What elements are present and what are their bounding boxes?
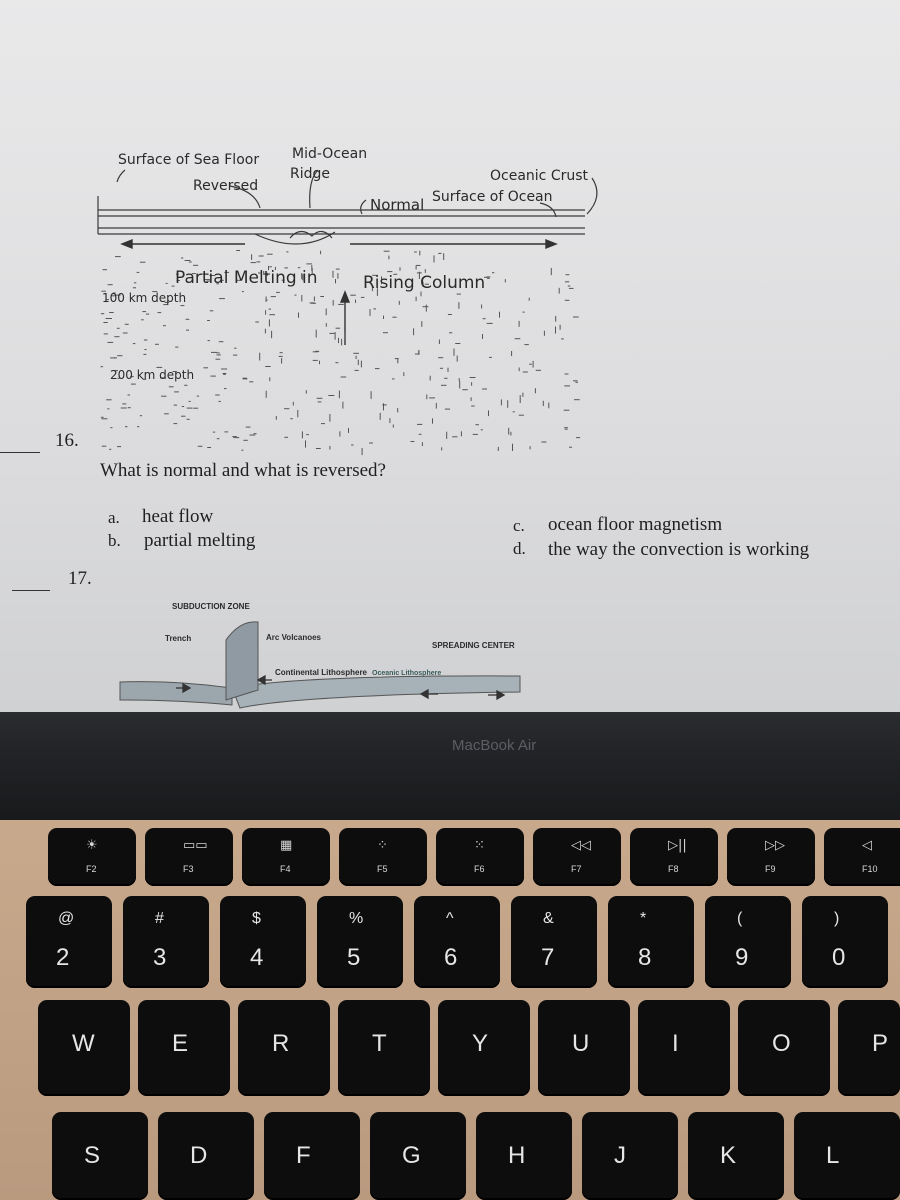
question-17-number: 17. [68,568,92,589]
key-f9[interactable] [727,828,815,886]
key-shift-symbol: ) [834,910,840,927]
key-h[interactable] [476,1112,572,1200]
key-letter: J [614,1142,626,1169]
key-k[interactable] [688,1112,784,1200]
key-letter: E [172,1030,189,1057]
key-digit: 0 [832,944,846,971]
key-6[interactable] [414,896,500,988]
label-surface-sea-floor: Surface of Sea Floor [118,152,260,168]
label-subduction-zone: SUBDUCTION ZONE [172,602,250,611]
option-c-text: ocean floor magnetism [548,514,723,535]
key-o[interactable] [738,1000,830,1096]
key-f6[interactable] [436,828,524,886]
key-letter: O [772,1030,791,1057]
label-surface-of-ocean: Surface of Ocean [432,189,553,205]
option-a-text: heat flow [142,506,214,527]
fn-label: F6 [474,864,485,874]
fn-label: F10 [862,864,878,874]
label-continental-lithosphere: Continental Lithosphere [275,668,367,677]
key-letter: T [372,1030,387,1057]
fn-icon: ▭▭ [183,838,208,853]
option-d-letter: d. [513,539,526,558]
option-b-letter: b. [108,531,121,550]
key-f10[interactable] [824,828,900,886]
key-letter: K [720,1142,737,1169]
key-letter: D [190,1142,208,1169]
key-digit: 9 [735,944,749,971]
fn-label: F8 [668,864,679,874]
key-shift-symbol: $ [252,910,261,927]
key-shift-symbol: * [640,910,647,927]
fn-label: F4 [280,864,291,874]
option-b-text: partial melting [144,530,256,551]
key-5[interactable] [317,896,403,988]
option-d-text: the way the convection is working [548,539,810,560]
key-p[interactable] [838,1000,900,1096]
key-e[interactable] [138,1000,230,1096]
key-0[interactable] [802,896,888,988]
key-letter: U [572,1030,590,1057]
label-partial-melting: Partial Melting in [175,268,318,288]
key-shift-symbol: & [543,910,554,927]
label-mid-ocean: Mid-Ocean [292,146,368,162]
key-digit: 2 [56,944,70,971]
key-letter: L [826,1142,840,1169]
question-16-prompt: What is normal and what is reversed? [100,460,386,481]
key-letter: F [296,1142,311,1169]
option-c-letter: c. [513,516,525,535]
key-f4[interactable] [242,828,330,886]
key-f3[interactable] [145,828,233,886]
key-d[interactable] [158,1112,254,1200]
key-f2[interactable] [48,828,136,886]
key-shift-symbol: ^ [446,910,454,927]
key-s[interactable] [52,1112,148,1200]
label-spreading-center: SPREADING CENTER [432,641,515,650]
label-100km-depth: 100 km depth [102,291,187,305]
key-shift-symbol: # [155,910,164,927]
key-digit: 7 [541,944,555,971]
key-f7[interactable] [533,828,621,886]
key-j[interactable] [582,1112,678,1200]
label-normal: Normal [370,196,425,214]
key-letter: H [508,1142,526,1169]
key-shift-symbol: @ [58,910,75,927]
fn-label: F7 [571,864,582,874]
fn-icon: ⁘ [377,838,388,853]
key-y[interactable] [438,1000,530,1096]
fn-icon: ⁙ [474,838,485,853]
key-digit: 4 [250,944,264,971]
key-l[interactable] [794,1112,900,1200]
label-oceanic-lithosphere: Oceanic Lithosphere [372,670,442,677]
key-8[interactable] [608,896,694,988]
key-digit: 3 [153,944,167,971]
fn-label: F3 [183,864,194,874]
key-letter: G [402,1142,421,1169]
label-arc-volcanoes: Arc Volcanoes [266,633,321,642]
key-f5[interactable] [339,828,427,886]
key-3[interactable] [123,896,209,988]
key-digit: 5 [347,944,361,971]
key-letter: W [72,1030,95,1057]
label-oceanic-crust: Oceanic Crust [490,168,589,184]
key-digit: 6 [444,944,458,971]
fn-icon: ▷▷ [765,838,785,853]
key-u[interactable] [538,1000,630,1096]
laptop-bezel [0,712,900,822]
key-f8[interactable] [630,828,718,886]
fn-icon: ◁ [862,838,872,853]
fn-icon: ▷|| [668,838,687,853]
label-200km-depth: 200 km depth [110,368,195,382]
key-letter: I [672,1030,679,1057]
fn-label: F5 [377,864,388,874]
option-a-letter: a. [108,508,120,527]
key-7[interactable] [511,896,597,988]
fn-label: F9 [765,864,776,874]
key-i[interactable] [638,1000,730,1096]
fn-icon: ▦ [280,838,293,853]
macbook-label: MacBook Air [452,737,537,754]
key-4[interactable] [220,896,306,988]
key-letter: R [272,1030,290,1057]
key-r[interactable] [238,1000,330,1096]
label-trench: Trench [165,634,192,643]
key-2[interactable] [26,896,112,988]
question-16-number: 16. [55,430,79,451]
key-letter: S [84,1142,101,1169]
key-shift-symbol: % [349,910,364,927]
label-rising-column: Rising Column [363,273,486,293]
key-shift-symbol: ( [737,910,743,927]
key-letter: Y [472,1030,489,1057]
key-9[interactable] [705,896,791,988]
label-ridge: Ridge [290,166,331,182]
key-digit: 8 [638,944,652,971]
key-letter: P [872,1030,889,1057]
fn-icon: ☀ [86,838,98,853]
key-w[interactable] [38,1000,130,1096]
key-g[interactable] [370,1112,466,1200]
label-reversed: Reversed [193,178,259,194]
fn-icon: ◁◁ [571,838,591,853]
fn-label: F2 [86,864,97,874]
key-f[interactable] [264,1112,360,1200]
key-t[interactable] [338,1000,430,1096]
